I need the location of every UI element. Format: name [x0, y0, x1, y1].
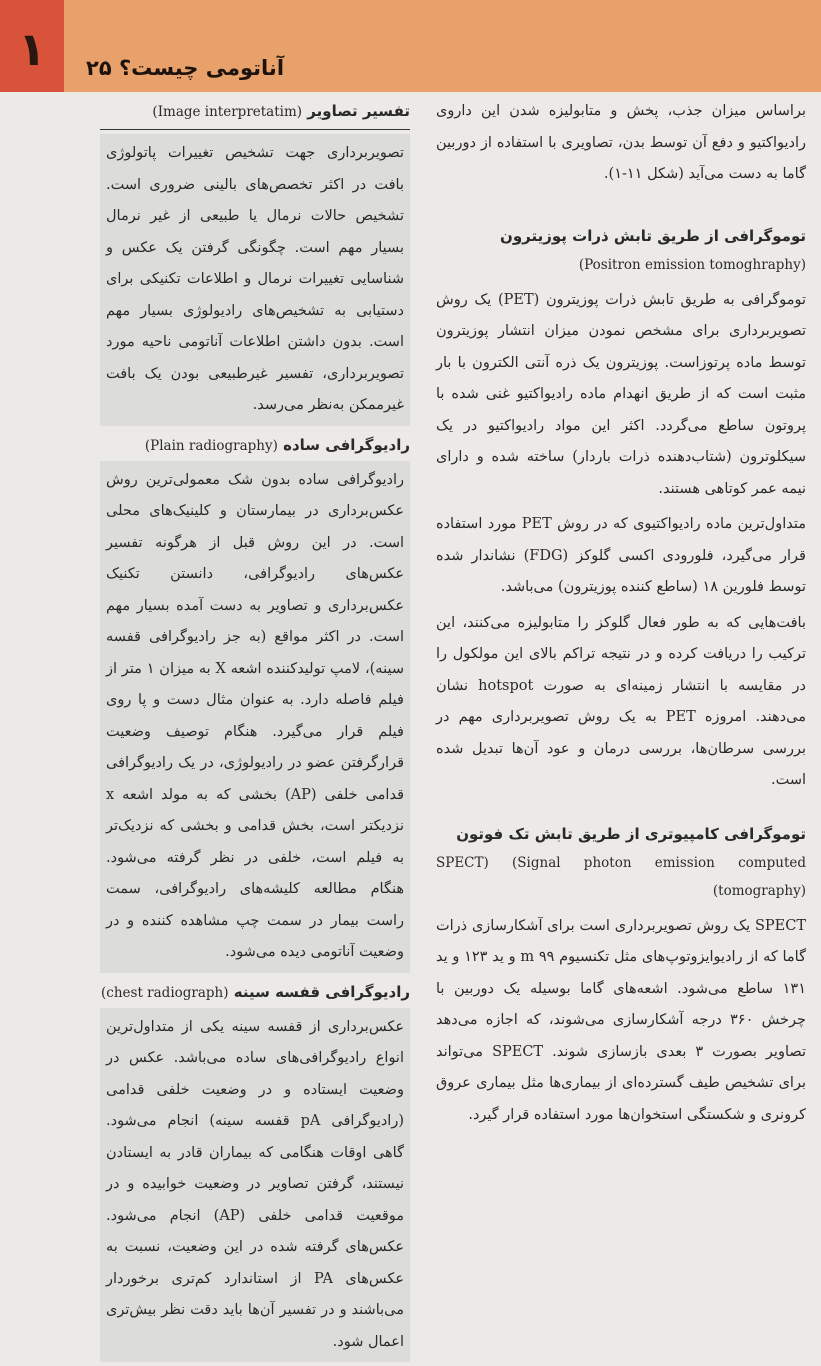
plain-heading-en: (Plain radiography) — [144, 437, 278, 454]
chest-heading-en: (chest radiograph) — [101, 984, 229, 1001]
page-header — [0, 0, 821, 92]
interp-heading — [100, 96, 410, 130]
chapter-number: ۱ — [17, 22, 47, 76]
left-column — [100, 96, 410, 1366]
right-column — [436, 96, 806, 1135]
chest-heading-fa: رادیوگرافی قفسه سینه — [233, 982, 410, 1001]
running-title: آناتومی چیست؟ ۲۵ — [86, 56, 285, 80]
pet-paragraph-3: بافت‌هایی که به طور فعال گلوکز را متابولیزه می‌کنند، این ترکیب را دریافت کرده و در نتیجه تراکم بالای این مولکول را در مقایسه با انتشار زمینه‌ای به صورت hotspot نشان می‌دهند. امروزه PET به یک روش تصویربرداری مهم در بررسی سرطان‌ها، بررسی درمان و عود آن‌ها تبدیل شده است. — [436, 614, 806, 788]
interp-paragraph: تصویربرداری جهت تشخیص تغییرات پاتولوژی بافت در اکثر تخصص‌های بالینی ضروری است. تشخیص حالات نرمال یا طبیعی از غیر نرمال بسیار مهم است. چگونگی گرفتن یک عکس و شناسایی تغییرات نرمال و اطلاعات تکنیکی برای دستیابی به تشخیص‌های رادیولوژی بسیار مهم است. بدون داشتن اطلاعات آناتومی ناحیه مورد تصویربرداری، تفسیر غیرطبیعی بودن یک بافت غیرممکن به‌نظر می‌رسد. — [100, 134, 410, 426]
pet-heading: توموگرافی از طریق تابش ذرات پوزیترون — [500, 226, 806, 245]
interp-heading-fa: تفسیر تصاویر — [307, 102, 410, 120]
pet-heading-en: (Positron emission tomoghraphy) — [578, 256, 806, 273]
plain-heading — [100, 430, 410, 461]
chest-paragraph: عکس‌برداری از قفسه سینه یکی از متداول‌ترین انواع رادیوگرافی‌های ساده می‌باشد. عکس در وضعیت ایستاده و در وضعیت خلفی قدامی (رادیوگرافی pA قفسه سینه) انجام می‌شود. گاهی اوقات هنگامی که بیماران قادر به ایستادن نیستند، گرفتن تصاویر در وضعیت خوابیده و در موقعیت قدامی خلفی (AP) انجام می‌شود. عکس‌های گرفته شده در این وضعیت، نسبت به عکس‌های PA از استاندارد کم‌تری برخوردار می‌باشند و در تفسیر آن‌ها باید دقت نظر بیش‌تری اعمال شود. — [100, 1008, 410, 1363]
pet-paragraph-2: متداول‌ترین ماده رادیواکتیوی که در روش PET مورد استفاده قرار می‌گیرد، فلورودی اکسی گلوکز (FDG) نشاندار شده توسط فلورین ۱۸ (ساطع کننده پوزیترون) می‌باشد. — [436, 516, 807, 595]
chest-heading — [100, 977, 410, 1008]
spect-paragraph: SPECT یک روش تصویربرداری است برای آشکارسازی ذرات گاما که از رادیوایزوتوپ‌های مثل تکنسیوم ۹۹ m و ید ۱۲۳ و ید ۱۳۱ ساطع می‌شود. اشعه‌های گاما بوسیله یک دوربین با چرخش ۳۶۰ درجه آشکارسازی می‌شوند، که اجازه می‌دهد تصاویر بصورت ۳ بعدی بازسازی شوند. SPECT می‌تواند برای تشخیص طیف گسترده‌ای از بیماری‌ها مثل بیماری عروق کرونری و شکستگی استخوان‌ها مورد استفاده قرار گیرد. — [436, 917, 806, 1123]
spect-heading-en: SPECT) (Signal photon emission computed (tomography) — [436, 854, 806, 899]
spect-heading: توموگرافی کامپیوتری از طریق تابش تک فوتون — [456, 824, 806, 843]
chapter-tab — [0, 0, 64, 92]
pet-paragraph-1: توموگرافی به طریق تابش ذرات پوزیترون (PET) یک روش تصویربرداری برای مشخص نمودن میزان انتشار پوزیترون توسط ماده پرتوزاست. پوزیترون یک ذره آنتی الکترون با بار مثبت است که از طریق انهدام ماده رادیواکتیو غنی شده با پروتون ساطع می‌گردد. اکثر این مواد رادیواکتیو در یک سیکلوترون (شتاب‌دهنده ذرات باردار) ساخته شده و دارای نیمه عمر کوتاهی هستند. — [436, 291, 807, 497]
intro-paragraph: براساس میزان جذب، پخش و متابولیزه شدن این داروی رادیواکتیو و دفع آن توسط بدن، تصاویری با استفاده از دوربین گاما به دست می‌آید (شکل ۱۱-۱). — [436, 103, 806, 182]
interp-heading-en: (Image interpretatim) — [152, 104, 303, 120]
plain-paragraph: رادیوگرافی ساده بدون شک معمولی‌ترین روش عکس‌برداری در بیمارستان و کلینیک‌های محلی است. در این روش قبل از هرگونه تفسیر عکس‌های رادیوگرافی، دانستن تکنیک عکس‌برداری و تصاویر به دست آمده بسیار مهم است. در اکثر مواقع (به جز رادیوگرافی قفسه سینه)، لامپ تولیدکننده اشعه X به میزان ۱ متر از فیلم فاصله دارد. به عنوان مثال دست و پا روی فیلم قرار می‌گیرد. هنگام توصیف وضعیت قرارگرفتن عضو در رادیولوژی، در یک رادیوگرافی قدامی خلفی (AP) بخشی که به مولد اشعه x نزدیکتر است، بخش قدامی و بخشی که نزدیک‌تر به فیلم است، خلفی در نظر گرفته می‌شود. هنگام مطالعه کلیشه‌های رادیوگرافی، سمت راست بیمار در سمت چپ مشاهده کننده و در وضعیت آناتومی دیده می‌شود. — [100, 461, 410, 973]
plain-heading-fa: رادیوگرافی ساده — [283, 435, 410, 454]
